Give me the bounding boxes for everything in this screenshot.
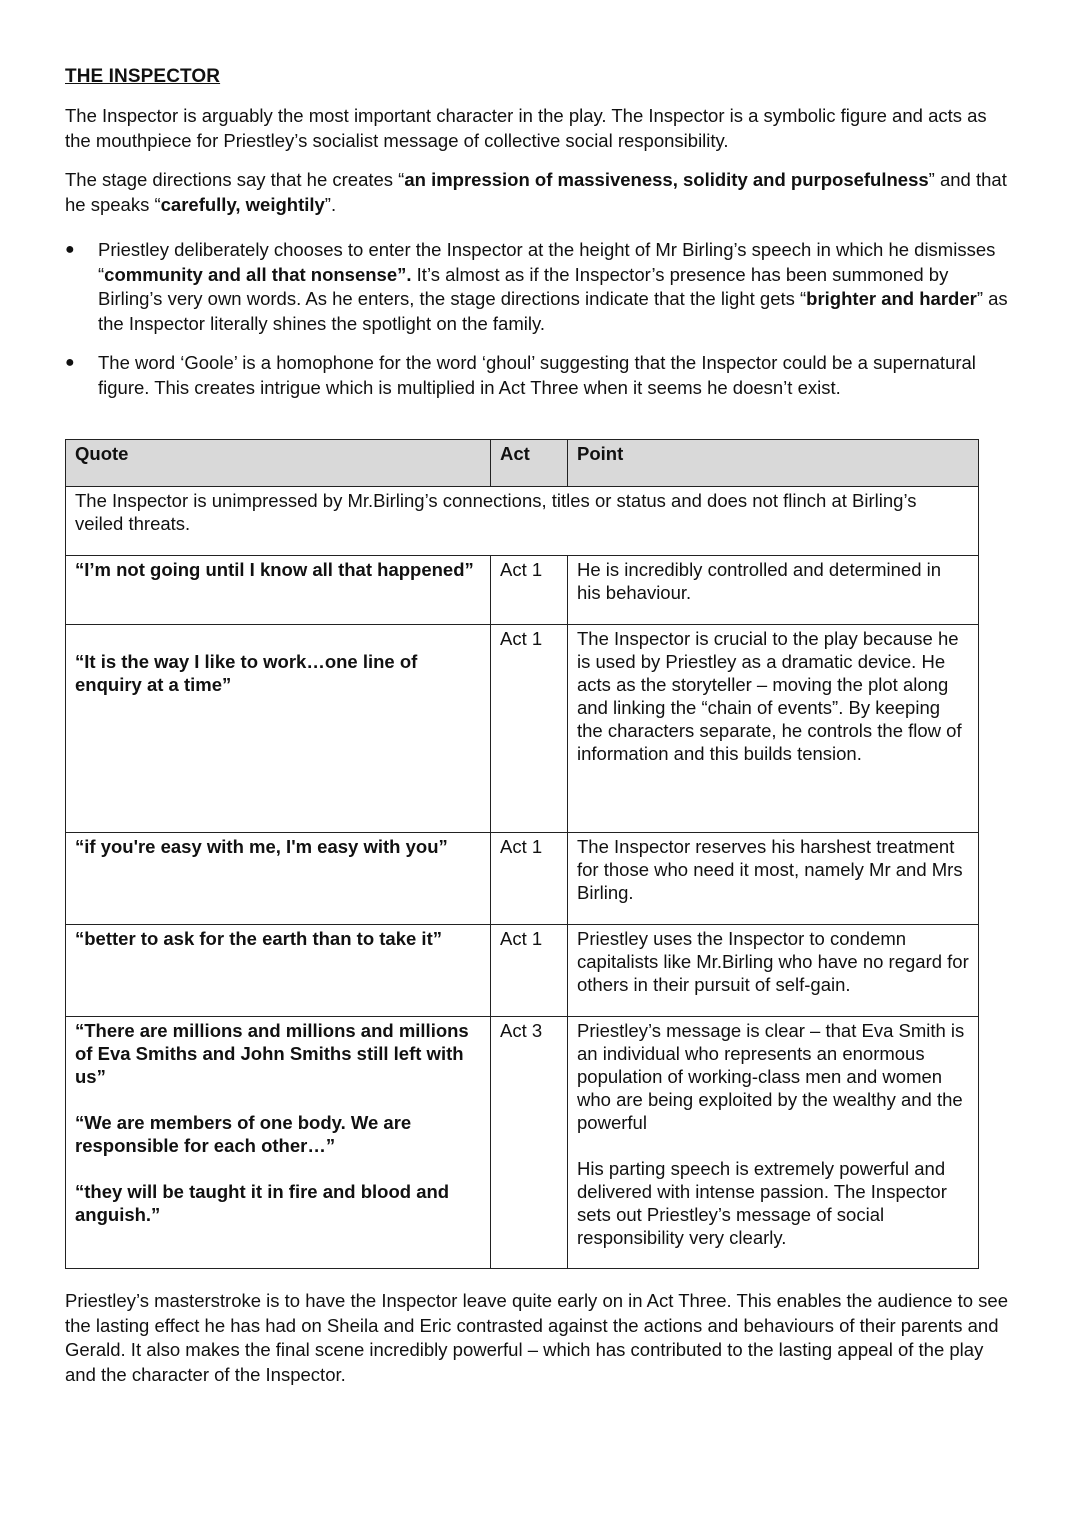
stage-directions-text: ” and that he speaks “ <box>65 169 1007 215</box>
point-cell: The Inspector is crucial to the play because he is used by Priestley as a dramatic device. He acts as the storyteller – moving the plot along and linking the “chain of events”. By keeping the characters separate, he controls the flow of information and this builds tension. <box>568 625 979 833</box>
point-parting-speech: His parting speech is extremely powerful and delivered with intense passion. The Inspector sets out Priestley’s message of social responsibility very clearly. <box>577 1158 947 1248</box>
table-summary-row <box>66 487 979 556</box>
point-cell-final <box>568 1017 979 1269</box>
act-cell: Act 1 <box>491 556 568 625</box>
quote-cell: “if you're easy with me, I'm easy with you” <box>66 833 491 925</box>
point-message: Priestley’s message is clear – that Eva Smith is an individual who represents an enormous population of working-class men and women who are being exploited by the wealthy and the powerful <box>577 1020 965 1133</box>
bullet-dot-icon: ● <box>65 354 75 371</box>
stage-directions-text: ”. <box>324 193 337 215</box>
summary-cell: The Inspector is unimpressed by Mr.Birling’s connections, titles or status and does not flinch at Birling’s veiled threats. <box>66 487 979 556</box>
spacer <box>577 1134 969 1157</box>
act-cell: Act 1 <box>491 925 568 1017</box>
spacer <box>75 1157 481 1180</box>
act-cell: Act 3 <box>491 1017 568 1269</box>
stage-directions-quote-1: an impression of massiveness, solidity and purposefulness <box>404 169 929 190</box>
point-cell: The Inspector reserves his harshest treatment for those who need it most, namely Mr and Mrs Birling. <box>568 833 979 925</box>
bullet-text: The word ‘Goole’ is a homophone for the word ‘ghoul’ suggesting that the Inspector could be a supernatural figure. This creates intrigue which is multiplied in Act Three when it seems he doesn’t exist. <box>98 352 976 398</box>
bullet-text-part: Priestley deliberately chooses to enter the Inspector at the height of Mr Birling’s speech in which he dismisses “ <box>98 239 996 285</box>
quote-one-body: “We are members of one body. We are responsible for each other…” <box>75 1112 412 1156</box>
stage-directions-quote-2: carefully, weightily <box>160 193 325 215</box>
act-cell: Act 1 <box>491 833 568 925</box>
quote-cell: “I’m not going until I know all that happened” <box>66 556 491 625</box>
quote-table <box>65 439 979 1269</box>
table-row <box>66 556 979 625</box>
table-row <box>66 833 979 925</box>
quote-cell: “better to ask for the earth than to take it” <box>66 925 491 1017</box>
bullet-dot-icon: ● <box>65 241 75 258</box>
table-row <box>66 625 979 833</box>
page-title: THE INSPECTOR <box>65 66 221 87</box>
stage-directions-text: The stage directions say that he creates “ <box>65 169 405 190</box>
point-cell: Priestley uses the Inspector to condemn capitalists like Mr.Birling who have no regard for others in their pursuit of self-gain. <box>568 925 979 1017</box>
bullet-text-part: ” as the Inspector literally shines the spotlight on the family. <box>98 288 1008 334</box>
bullet-bold-quote: brighter and harder <box>806 288 977 309</box>
bullet-item-goole <box>65 351 1010 400</box>
conclusion-paragraph: Priestley’s masterstroke is to have the Inspector leave quite early on in Act Three. This enables the audience to see the lasting effect he has had on Sheila and Eric contrasted against the actions and behaviours of their parents and Gerald. It also makes the final scene incredibly powerful – which has contributed to the lasting appeal of the play and the character of the Inspector. <box>65 1290 1009 1385</box>
bullet-text <box>98 238 1010 336</box>
quote-cell: “It is the way I like to work…one line of enquiry at a time” <box>66 625 491 833</box>
quote-millions: “There are millions and millions and millions of Eva Smiths and John Smiths still left with us” <box>75 1020 469 1087</box>
intro-paragraph: The Inspector is arguably the most important character in the play. The Inspector is a symbolic figure and acts as the mouthpiece for Priestley’s socialist message of collective social responsibility. <box>65 105 987 151</box>
stage-directions-paragraph <box>65 168 1010 217</box>
table-row-final <box>66 1017 979 1269</box>
header-quote: Quote <box>66 440 491 487</box>
header-point: Point <box>568 440 979 487</box>
table-row <box>66 925 979 1017</box>
quote-cell-final <box>66 1017 491 1269</box>
act-cell: Act 1 <box>491 625 568 833</box>
header-act: Act <box>491 440 568 487</box>
spacer <box>75 1088 481 1111</box>
point-cell: He is incredibly controlled and determined in his behaviour. <box>568 556 979 625</box>
table-header-row <box>66 440 979 487</box>
quote-fire-blood: “they will be taught it in fire and blood and anguish.” <box>75 1181 450 1225</box>
bullet-bold-quote: community and all that nonsense”. <box>104 263 412 285</box>
bullet-item-entrance <box>65 238 1010 336</box>
bullet-text-part: It’s almost as if the Inspector’s presence has been summoned by Birling’s very own words. As he enters, the stage directions indicate that the light gets “ <box>98 263 949 309</box>
